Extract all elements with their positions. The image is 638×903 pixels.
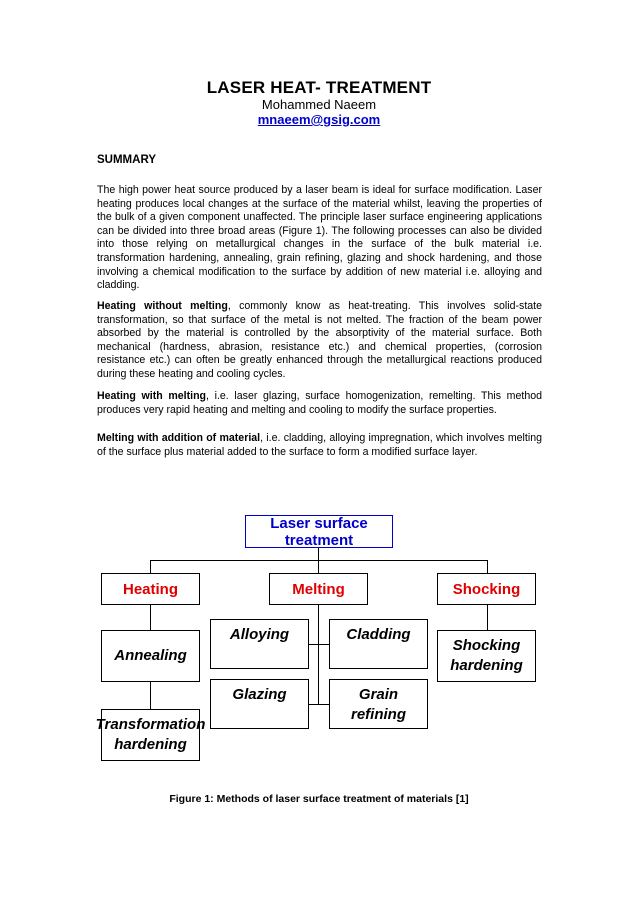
- summary-paragraph-4: [97, 432, 542, 459]
- node-line-2: hardening: [114, 736, 187, 753]
- summary-heading: SUMMARY: [97, 154, 156, 166]
- summary-paragraph-1: The high power heat source produced by a laser beam is ideal for surface modification. Laser heating produces local changes at the surface of the material whilst, leaving the properties of the bulk of a given component unaffected. The principle laser surface engineering applications can be divided into three broad areas (Figure 1). The following processes can also be divided into those relying on metallurgical changes in the surface of the bulk material i.e. transformation hardening, annealing, grain refining, glazing and shock hardening, and those involving a chemical modification to the surface by addition of new material i.e. alloying and cladding.: [97, 184, 542, 292]
- paragraph-lead: Heating with melting: [97, 390, 207, 402]
- summary-paragraph-2: [97, 300, 542, 382]
- connector-shocking-hardening: [487, 605, 488, 630]
- summary-paragraph-3: [97, 390, 542, 417]
- connector-melting-trunk: [318, 605, 319, 704]
- connector-horizontal-bar: [150, 560, 487, 561]
- paragraph-lead: Melting with addition of material: [97, 432, 261, 444]
- paragraph-lead: Heating without melting: [97, 300, 228, 312]
- author-name: Mohammed Naeem: [261, 97, 377, 112]
- diagram-transformation-hardening-node: [95, 709, 206, 761]
- diagram-cladding-node: Cladding: [329, 619, 428, 669]
- node-line-2: hardening: [450, 657, 523, 674]
- document-title: LASER HEAT- TREATMENT: [206, 78, 432, 97]
- connector-shocking-drop: [487, 560, 488, 573]
- diagram-shocking-node: Shocking: [437, 573, 536, 605]
- diagram-melting-node: Melting: [269, 573, 368, 605]
- node-line-1: Transformation: [95, 716, 206, 733]
- diagram-root-node: Laser surface treatment: [245, 515, 393, 548]
- diagram-alloying-node: Alloying: [210, 619, 309, 669]
- connector-annealing-transformation: [150, 682, 151, 709]
- connector-melting-branch-upper: [309, 644, 329, 645]
- diagram-heating-node: Heating: [101, 573, 200, 605]
- paragraph-body: , commonly know as heat-treating. This involves solid-state transformation, so that surface of the metal is not melted. The fraction of the beam power absorbed by the material is controlled by the absorptivity of the material surface. Both mechanical (hardness, abrasion, resistance etc.) and chemical properties, (corrosion resistance etc.) can often be greatly enhanced through the metallurgical reactions produced during these heating and cooling cycles.: [97, 300, 542, 380]
- diagram-grain-refining-node: Grain refining: [329, 679, 428, 729]
- paragraph-body: , i.e. cladding, alloying impregnation, which involves melting of the surface plus material added to the surface to form a modified surface layer.: [97, 432, 542, 458]
- diagram-annealing-node: Annealing: [101, 630, 200, 682]
- figure-caption: Figure 1: Methods of laser surface treatment of materials [1]: [169, 793, 469, 805]
- diagram-shock-hardening-node: [437, 630, 536, 682]
- connector-heating-drop: [150, 560, 151, 573]
- paragraph-body: , i.e. laser glazing, surface homogenization, remelting. This method produces very rapid heating and melting and cooling to modify the surface properties.: [97, 390, 542, 416]
- author-email-link[interactable]: mnaeem@gsig.com: [257, 112, 381, 127]
- connector-heating-annealing: [150, 605, 151, 630]
- connector-root-down: [318, 548, 319, 560]
- node-line-1: Shocking: [452, 637, 521, 654]
- diagram-glazing-node: Glazing: [210, 679, 309, 729]
- connector-melting-drop: [318, 560, 319, 573]
- connector-melting-branch-lower: [309, 704, 329, 705]
